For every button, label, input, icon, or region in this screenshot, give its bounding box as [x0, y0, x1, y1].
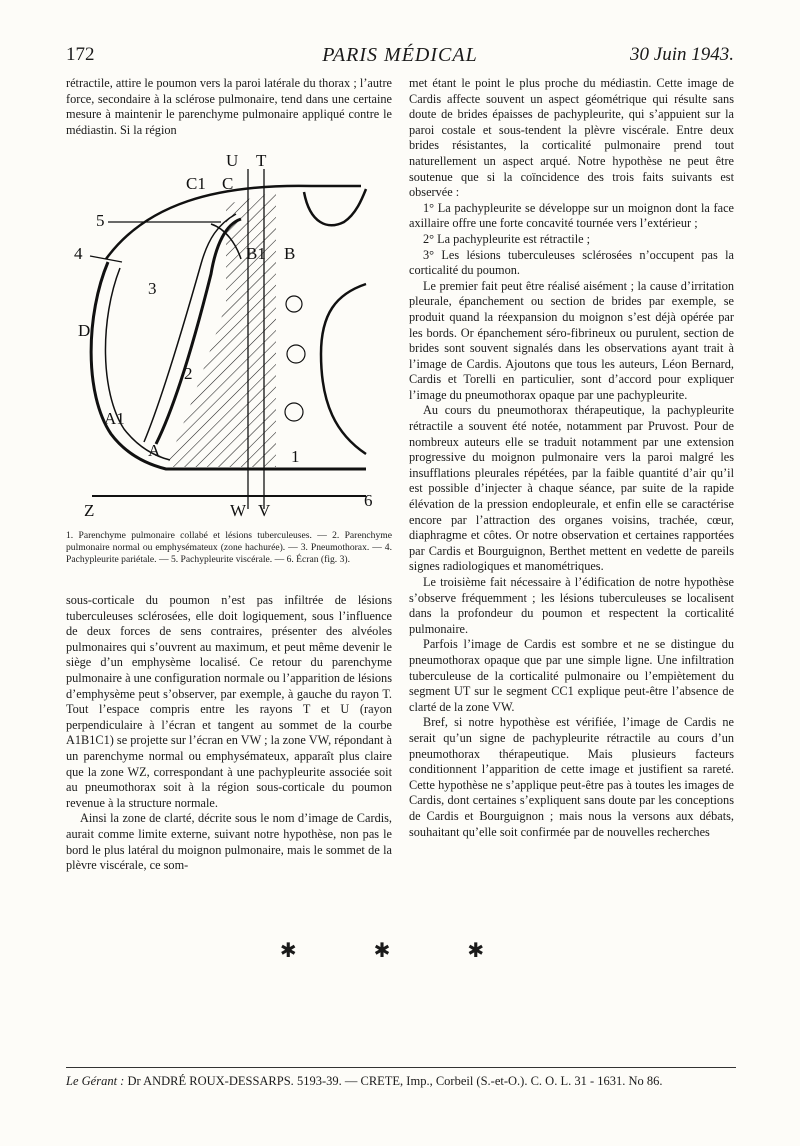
label-5: 5: [96, 211, 105, 230]
footer-name: Dr ANDRÉ ROUX-DESSARPS.: [127, 1074, 294, 1088]
diagram-svg: [66, 144, 392, 524]
inner-parietal: [105, 268, 170, 460]
footer-gerant: Le Gérant :: [66, 1074, 125, 1088]
page-header: [66, 44, 734, 70]
paragraph: Le troisième fait nécessaire à l’édification de notre hypothèse s’observe fréquemment ; les lésions tuberculeuses se localisent dans la profondeur du poumon et respectent la corticalité pulmonaire.: [409, 575, 734, 636]
paragraph: Bref, si notre hypothèse est vérifiée, l’image de Cardis ne serait qu’un signe de pachypleurite rétractile au cours d’un pneumothorax thérapeutique. Mais plusieurs facteurs conditionnent l’apparition de cette image et justifient sa rareté. Cette hypothèse ne s’applique peut-être pas à toutes les images de Cardis, dont certaines s’expliquent sans doute par les conceptions de Cardis et Bourguignon ; mais nous la versons aux débats, souhaitant qu’elle soit confirmée par de nouvelles recherches: [409, 715, 734, 839]
figure-caption: 1. Parenchyme pulmonaire collabé et lésions tuberculeuses. — 2. Parenchyme pulmonaire normal ou emphysémateux (zone hachurée). — 3. Pneumothorax. — 4. Pachypleurite pariétale. — 5. Pachypleurite viscérale. — 6. Écran (fig. 3).: [66, 530, 392, 565]
issue-date: 30 Juin 1943.: [630, 44, 734, 65]
paragraph: Le premier fait peut être réalisé aisément ; la cause d’irritation pleurale, épanchement ou section de brides par exemple, se produit quand la réexpansion du moignon s’est déjà opérée par les bords. Or épanchement séro-fibrineux ou purulent, section de brides sont souvent signalés dans les observations ayant trait à l’image de Cardis. Ajoutons que tous les auteurs, Léon Bernard, Cardis et Torelli en particulier, sont d’accord pour expliquer l’image du pneumothorax opaque par une pachypleurite.: [409, 278, 734, 402]
left-column-bottom: [66, 593, 392, 874]
paragraph: Parfois l’image de Cardis est sombre et ne se distingue du pneumothorax opaque que par une simple ligne. Une infiltration tuberculeuse de la corticalité pulmonaire ou l’empiètement du segment UT sur le segment CC1 explique peut-être l’absence de clarté de la zone VW.: [409, 637, 734, 714]
right-column: [409, 76, 734, 840]
figure-3-diagram: [66, 144, 392, 524]
label-t: T: [256, 151, 267, 170]
paragraph: 2° La pachypleurite est rétractile ;: [423, 231, 591, 246]
paragraph: 1° La pachypleurite se développe sur un moignon dont la face axillaire offre une forte concavité tournée vers l’extérieur ;: [409, 200, 734, 231]
label-c1: C1: [186, 174, 206, 193]
lesion-blob: [287, 345, 305, 363]
left-column-top: [66, 76, 392, 138]
lesion-blob: [286, 296, 302, 312]
paragraph: rétractile, attire le poumon vers la paroi latérale du thorax ; l’autre force, secondaire à la sclérose pulmonaire, tend dans une certaine mesure à maintenir le parenchyme pulmonaire appliqué contre le médiastin. Si la région: [66, 76, 392, 137]
page-footer: [66, 1074, 736, 1089]
paragraph: Au cours du pneumothorax thérapeutique, la pachypleurite rétractile a souvent été notée, notamment par Pruvost. Pour de nombreux auteurs elle se traduit notamment par une extension progressive du moignon pulmonaire vers la paroi malgré les insufflations pleurales répétées, par la faible quantité d’air qu’il est possible d’injecter à chaque séance, par suite de la rapide élévation de la pression endopleurale, et enfin elle se caractérise encore par l’attraction des organes voisins, trachée, cœur, diaphragme et côtes. Or notre observation et certaines rapportées par Cardis et Bourguignon, Berthet mettent en vedette de pareils signes radiologiques et manométriques.: [409, 403, 734, 574]
paragraph: met étant le point le plus proche du médiastin. Cette image de Cardis affecte souvent un aspect géométrique qui résulte sans doute de brides épaisses de pachypleurite, qui s’appuient sur la paroi costale et sous-tendent la plèvre viscérale. Entre deux brides résistantes, la corticalité pulmonaire prend tout naturellement un aspect arqué. Notre hypothèse ne peut être soutenue que si la coïncidence des trois faits suivants est observée :: [409, 76, 734, 200]
label-u: U: [226, 151, 239, 170]
label-w: W: [230, 501, 247, 520]
lesion-blob: [285, 403, 303, 421]
label-d: D: [78, 321, 91, 340]
label-a: A: [148, 441, 161, 460]
paragraph: sous-corticale du poumon n’est pas infiltrée de lésions tuberculeuses sclérosées, elle doit logiquement, sous l’influence de deux forces de sens contraires, présenter des alvéoles pulmonaires qui s’ouvrent au maximum, et peut même devenir le siège d’un emphysème localisé. Ce retour du parenchyme pulmonaire à une configuration normale ou l’apparition de lésions d’emphysème peut s’observer, par exemple, à gauche du rayon T. Tout l’espace compris entre les rayons T et U (rayon perpendiculaire à l’écran et tangent au sommet de la courbe A1B1C1) se projette sur l’écran en VW ; la zone VW, répondant à un parenchyme normal ou emphysémateux, apparaît plus claire que la zone WZ, correspondant à une pachypleurite associée soit au pneumothorax soit à la région sous-corticale du poumon revenue à la structure normale.: [66, 593, 392, 810]
label-c: C: [222, 174, 234, 193]
ornament-stars: ✱ ✱ ✱: [279, 940, 521, 962]
label-1: 1: [291, 447, 300, 466]
label-3: 3: [148, 279, 157, 298]
paragraph: 3° Les lésions tuberculeuses sclérosées n’occupent pas la corticalité du poumon.: [409, 247, 734, 278]
label-z: Z: [84, 501, 95, 520]
label-v: V: [258, 501, 271, 520]
page-number: 172: [66, 44, 95, 65]
label-4: 4: [74, 244, 83, 263]
label-6: 6: [364, 491, 373, 510]
footer-rule: [66, 1067, 736, 1068]
label-b1: B1: [246, 244, 266, 263]
mediastinum-curve: [321, 284, 366, 454]
heart-arc: [304, 189, 366, 225]
label-a1: A1: [104, 409, 125, 428]
footer-printer: 5193-39. — CRETE, Imp., Corbeil (S.-et-O.). C. O. L. 31 - 1631. No 86.: [296, 1074, 663, 1088]
paragraph: Ainsi la zone de clarté, décrite sous le nom d’image de Cardis, aurait comme limite externe, suivant notre hypothèse, non pas le bord le plus latéral du moignon pulmonaire, mais le sommet de la plèvre viscérale, ce som-: [66, 811, 392, 873]
label-b: B: [284, 244, 296, 263]
label-2: 2: [184, 364, 193, 383]
journal-title: PARIS MÉDICAL: [322, 44, 478, 66]
